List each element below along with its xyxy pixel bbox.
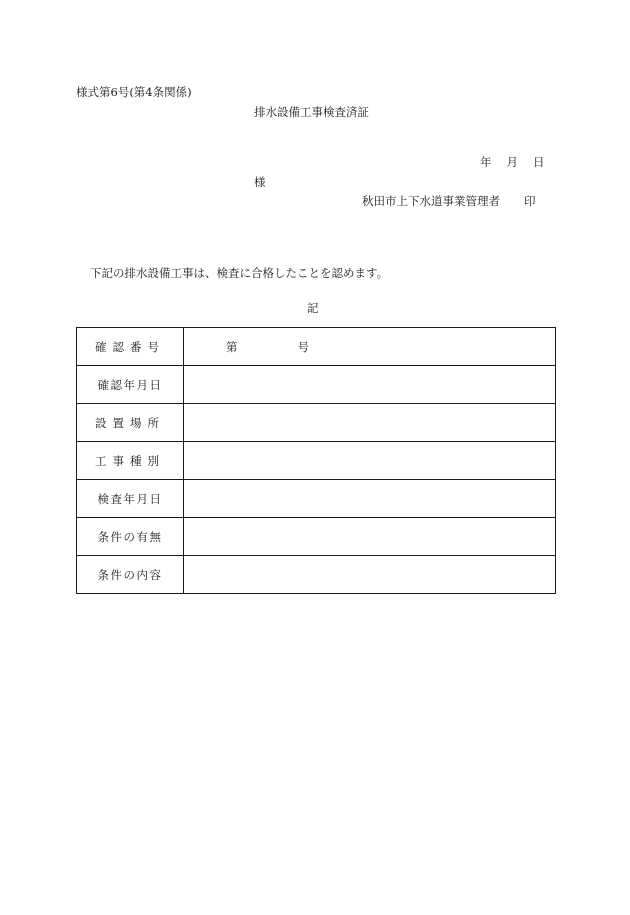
table-row xyxy=(77,366,556,404)
row-label: 設置場所 xyxy=(77,404,184,442)
detail-table xyxy=(76,327,556,594)
row-value xyxy=(184,518,556,556)
date-month: 月 xyxy=(506,155,518,169)
confirmation-number-cell xyxy=(184,328,556,366)
row-label: 確認番号 xyxy=(77,328,184,366)
row-label: 確認年月日 xyxy=(77,366,184,404)
row-value xyxy=(184,442,556,480)
row-label: 条件の内容 xyxy=(77,556,184,594)
table-row xyxy=(77,328,556,366)
form-number: 様式第6号(第4条関係) xyxy=(76,85,192,99)
table-row xyxy=(77,442,556,480)
row-value xyxy=(184,556,556,594)
row-value xyxy=(184,404,556,442)
number-prefix: 第 xyxy=(226,339,238,354)
row-value xyxy=(184,366,556,404)
document-title: 排水設備工事検査済証 xyxy=(254,105,369,119)
row-label: 工事種別 xyxy=(77,442,184,480)
date-line xyxy=(480,154,545,170)
table-row xyxy=(77,480,556,518)
number-suffix: 号 xyxy=(297,339,309,354)
row-label: 検査年月日 xyxy=(77,480,184,518)
table-row xyxy=(77,404,556,442)
row-value xyxy=(184,480,556,518)
issuer-name: 秋田市上下水道事業管理者 xyxy=(362,194,500,208)
table-row xyxy=(77,518,556,556)
ki-heading: 記 xyxy=(307,301,319,315)
seal-mark: 印 xyxy=(524,194,536,208)
row-label: 条件の有無 xyxy=(77,518,184,556)
date-year: 年 xyxy=(480,155,492,169)
addressee-honorific: 様 xyxy=(254,175,266,189)
table-row xyxy=(77,556,556,594)
certification-statement: 下記の排水設備工事は、検査に合格したことを認めます。 xyxy=(90,266,389,280)
issuer-line xyxy=(362,193,536,209)
date-day: 日 xyxy=(533,155,545,169)
